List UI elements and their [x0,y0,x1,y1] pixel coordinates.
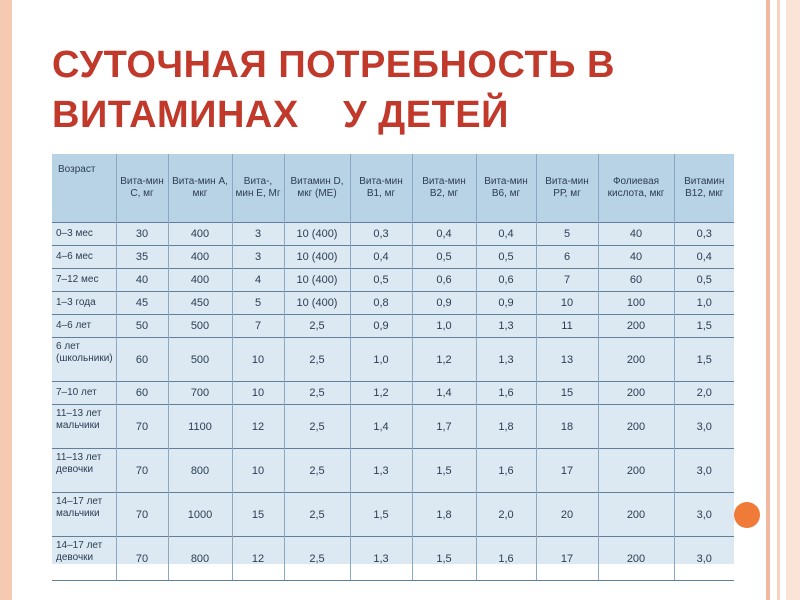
value-cell: 50 [116,315,168,338]
value-cell: 0,9 [350,315,412,338]
value-cell: 35 [116,246,168,269]
value-cell: 0,4 [350,246,412,269]
value-cell: 6 [536,246,598,269]
age-cell-line: 7–12 мес [56,274,99,285]
value-cell: 10 [232,338,284,382]
table-row [52,246,734,269]
value-cell: 5 [232,292,284,315]
value-cell: 1,3 [476,338,536,382]
age-cell [52,315,116,338]
value-cell: 200 [598,382,674,405]
value-cell: 100 [598,292,674,315]
value-cell: 0,5 [350,269,412,292]
value-cell: 10 (400) [284,269,350,292]
table-row [52,315,734,338]
value-cell: 11 [536,315,598,338]
value-cell: 7 [536,269,598,292]
column-header: Витамин D, мкг (МЕ) [284,154,350,223]
value-cell: 15 [536,382,598,405]
age-cell [52,449,116,493]
value-cell: 1,5 [412,537,476,581]
column-header: Вита-мин С, мг [116,154,168,223]
slide-title-line2: ВИТАМИНАХ У ДЕТЕЙ [52,94,509,136]
vitamin-table [52,154,734,581]
slide-title-line1: СУТОЧНАЯ ПОТРЕБНОСТЬ В [52,44,615,86]
value-cell: 1,8 [476,405,536,449]
table-header-row [52,154,734,223]
value-cell: 3 [232,223,284,246]
value-cell: 60 [116,382,168,405]
value-cell: 17 [536,537,598,581]
value-cell: 1,2 [350,382,412,405]
value-cell: 700 [168,382,232,405]
value-cell: 0,6 [476,269,536,292]
value-cell: 60 [598,269,674,292]
value-cell: 0,5 [412,246,476,269]
age-cell-line: (школьники) [56,353,113,364]
value-cell: 1,0 [412,315,476,338]
value-cell: 450 [168,292,232,315]
value-cell: 40 [598,223,674,246]
value-cell: 500 [168,315,232,338]
age-cell-line: 14–17 лет [56,540,103,551]
value-cell: 2,5 [284,537,350,581]
value-cell: 17 [536,449,598,493]
column-header: Вита-мин В2, мг [412,154,476,223]
value-cell: 2,5 [284,493,350,537]
value-cell: 70 [116,405,168,449]
column-header: Вита-, мин Е, Мг [232,154,284,223]
value-cell: 1,6 [476,537,536,581]
age-cell-line: девочки [56,464,94,475]
value-cell: 3,0 [674,493,734,537]
value-cell: 0,4 [476,223,536,246]
age-cell-line: мальчики [56,508,100,519]
value-cell: 1,3 [350,449,412,493]
value-cell: 1,6 [476,382,536,405]
value-cell: 1,0 [674,292,734,315]
table-row [52,493,734,537]
value-cell: 3 [232,246,284,269]
value-cell: 0,9 [412,292,476,315]
value-cell: 0,5 [674,269,734,292]
slide-title [52,40,615,140]
value-cell: 10 (400) [284,223,350,246]
value-cell: 0,5 [476,246,536,269]
age-cell-line: мальчики [56,420,100,431]
value-cell: 200 [598,338,674,382]
age-cell [52,493,116,537]
age-cell-line: 11–13 лет [56,408,102,419]
value-cell: 400 [168,269,232,292]
value-cell: 0,9 [476,292,536,315]
value-cell: 2,5 [284,338,350,382]
value-cell: 1,5 [412,449,476,493]
value-cell: 400 [168,246,232,269]
value-cell: 1,4 [350,405,412,449]
value-cell: 0,6 [412,269,476,292]
value-cell: 0,3 [350,223,412,246]
table-row [52,537,734,581]
slide-border-right [766,0,770,600]
value-cell: 10 (400) [284,292,350,315]
value-cell: 1000 [168,493,232,537]
value-cell: 1,5 [674,338,734,382]
age-cell [52,292,116,315]
age-cell-line: девочки [56,552,94,563]
age-cell-line: 14–17 лет [56,496,103,507]
age-cell-line: 1–3 года [56,297,96,308]
table-row [52,269,734,292]
column-header: Вита-мин В1, мг [350,154,412,223]
value-cell: 45 [116,292,168,315]
age-cell-line: 6 лет [56,341,80,352]
value-cell: 200 [598,449,674,493]
value-cell: 1,5 [350,493,412,537]
value-cell: 3,0 [674,405,734,449]
value-cell: 0,8 [350,292,412,315]
table-row [52,405,734,449]
value-cell: 12 [232,405,284,449]
value-cell: 200 [598,537,674,581]
value-cell: 200 [598,493,674,537]
value-cell: 1,8 [412,493,476,537]
value-cell: 18 [536,405,598,449]
value-cell: 5 [536,223,598,246]
table-row [52,223,734,246]
value-cell: 1,7 [412,405,476,449]
age-cell-line: 11–13 лет [56,452,102,463]
value-cell: 400 [168,223,232,246]
table-row [52,338,734,382]
value-cell: 200 [598,315,674,338]
value-cell: 40 [598,246,674,269]
value-cell: 1,4 [412,382,476,405]
value-cell: 2,5 [284,405,350,449]
column-header: Вита-мин В6, мг [476,154,536,223]
table-body [52,223,734,581]
value-cell: 13 [536,338,598,382]
age-cell [52,269,116,292]
value-cell: 0,4 [674,246,734,269]
value-cell: 0,4 [412,223,476,246]
value-cell: 70 [116,449,168,493]
value-cell: 60 [116,338,168,382]
value-cell: 10 [536,292,598,315]
column-header: Фолиевая кислота, мкг [598,154,674,223]
value-cell: 2,5 [284,449,350,493]
value-cell: 200 [598,405,674,449]
value-cell: 30 [116,223,168,246]
slide-border-left [0,0,12,600]
column-header: Возраст [52,154,116,223]
age-cell-line: 4–6 мес [56,251,93,262]
value-cell: 800 [168,449,232,493]
value-cell: 1,6 [476,449,536,493]
value-cell: 2,5 [284,315,350,338]
vitamin-table-container [52,154,734,564]
age-cell [52,223,116,246]
age-cell-line: 4–6 лет [56,320,92,331]
slide-border-right-inner [777,0,780,600]
column-header: Вита-мин РР, мг [536,154,598,223]
value-cell: 2,5 [284,382,350,405]
table-row [52,449,734,493]
table-row [52,292,734,315]
value-cell: 15 [232,493,284,537]
value-cell: 1,3 [350,537,412,581]
value-cell: 800 [168,537,232,581]
value-cell: 10 [232,449,284,493]
value-cell: 3,0 [674,537,734,581]
value-cell: 3,0 [674,449,734,493]
value-cell: 10 [232,382,284,405]
column-header: Витамин В12, мкг [674,154,734,223]
value-cell: 40 [116,269,168,292]
table-row [52,382,734,405]
value-cell: 1,5 [674,315,734,338]
age-cell-line: 7–10 лет [56,387,97,398]
value-cell: 1100 [168,405,232,449]
value-cell: 1,0 [350,338,412,382]
decorative-dot [734,502,760,528]
age-cell [52,405,116,449]
value-cell: 1,2 [412,338,476,382]
value-cell: 4 [232,269,284,292]
age-cell [52,338,116,382]
value-cell: 70 [116,537,168,581]
age-cell [52,382,116,405]
value-cell: 0,3 [674,223,734,246]
value-cell: 12 [232,537,284,581]
value-cell: 20 [536,493,598,537]
value-cell: 7 [232,315,284,338]
value-cell: 70 [116,493,168,537]
slide-border-right-outer [786,0,800,600]
value-cell: 500 [168,338,232,382]
age-cell [52,537,116,581]
value-cell: 2,0 [674,382,734,405]
value-cell: 10 (400) [284,246,350,269]
value-cell: 2,0 [476,493,536,537]
column-header: Вита-мин А, мкг [168,154,232,223]
age-cell-line: 0–3 мес [56,228,93,239]
age-cell [52,246,116,269]
value-cell: 1,3 [476,315,536,338]
